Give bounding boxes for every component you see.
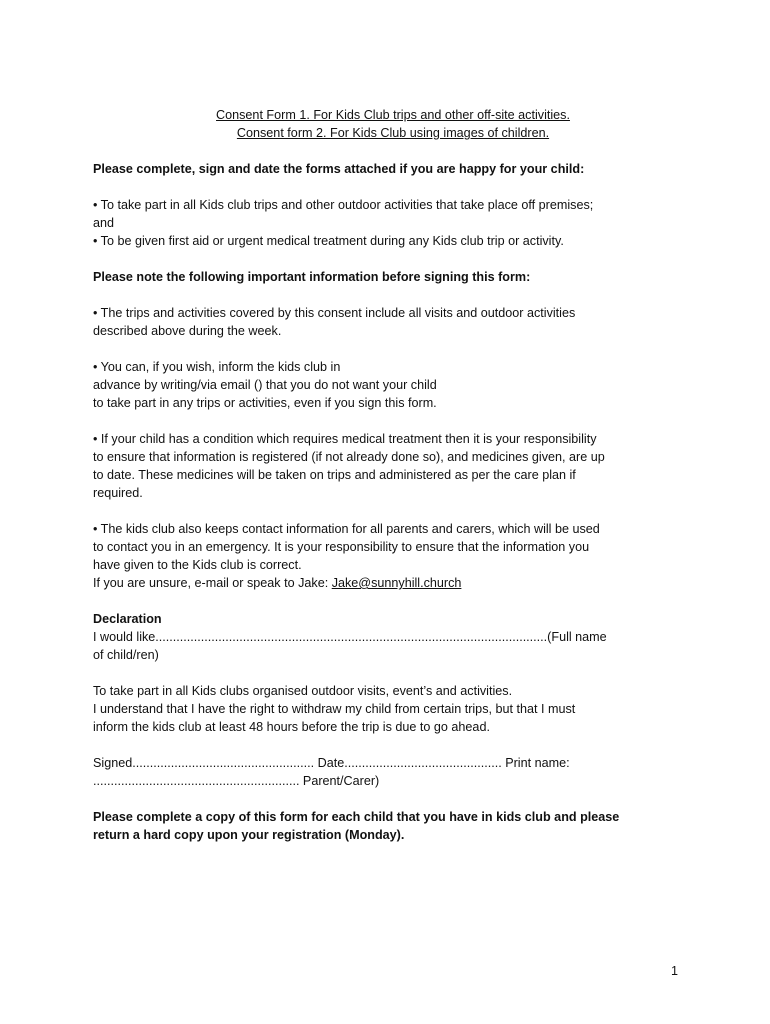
unsure-line (93, 574, 693, 592)
info-contact-paragraph (93, 520, 693, 592)
unsure-text: If you are unsure, e-mail or speak to Jake: (93, 576, 332, 590)
info-line: • The kids club also keeps contact information for all parents and carers, which will be used (93, 522, 600, 536)
declaration-statement: To take part in all Kids clubs organised outdoor visits, event’s and activities. (93, 684, 513, 698)
declaration-statement: inform the kids club at least 48 hours before the trip is due to go ahead. (93, 720, 490, 734)
info-line: to date. These medicines will be taken on trips and administered as per the care plan if (93, 468, 576, 482)
closing-instruction: return a hard copy upon your registration (Monday). (93, 828, 405, 842)
form-title-2: Consent form 2. For Kids Club using images of children. (236, 126, 550, 140)
info-medical-paragraph (93, 430, 693, 502)
info-line: advance by writing/via email () that you do not want your child (93, 378, 437, 392)
form-title-1: Consent Form 1. For Kids Club trips and other off-site activities. (216, 108, 570, 122)
info-line: to ensure that information is registered (if not already done so), and medicines given, are up (93, 450, 605, 464)
info-trips-paragraph (93, 304, 693, 340)
page-number: 1 (670, 964, 678, 978)
info-line: to take part in any trips or activities, even if you sign this form. (93, 396, 437, 410)
info-line: to contact you in an emergency. It is your responsibility to ensure that the information you (93, 540, 590, 554)
info-line: have given to the Kids club is correct. (93, 558, 302, 572)
info-line: required. (93, 486, 143, 500)
consent-item-trips: • To take part in all Kids club trips and other outdoor activities that take place off premises; (93, 198, 594, 212)
closing-instruction: Please complete a copy of this form for each child that you have in kids club and please (93, 810, 620, 824)
consent-item-and: and (93, 216, 115, 230)
consent-item-first-aid: • To be given first aid or urgent medical treatment during any Kids club trip or activity. (93, 234, 564, 248)
declaration-heading: Declaration (93, 612, 162, 626)
declaration-name-line: of child/ren) (93, 648, 159, 662)
document-body (93, 106, 693, 844)
info-line: described above during the week. (93, 324, 282, 338)
info-line: • If your child has a condition which requires medical treatment then it is your responsibility (93, 432, 597, 446)
declaration-section (93, 610, 693, 790)
contact-email-link[interactable]: Jake@sunnyhill.church (331, 576, 462, 590)
declaration-name-line: I would like................................................................................................................(Full name (93, 630, 607, 644)
info-heading: Please note the following important information before signing this form: (93, 270, 531, 284)
declaration-statement: I understand that I have the right to withdraw my child from certain trips, but that I must (93, 702, 576, 716)
info-line: • The trips and activities covered by this consent include all visits and outdoor activities (93, 306, 576, 320)
signature-line: Signed.................................................... Date............................................. Print name: (93, 756, 570, 770)
signature-line: ........................................................... Parent/Carer) (93, 774, 380, 788)
info-line: • You can, if you wish, inform the kids club in (93, 360, 341, 374)
info-withdraw-paragraph (93, 358, 693, 412)
intro-heading: Please complete, sign and date the forms attached if you are happy for your child: (93, 162, 585, 176)
